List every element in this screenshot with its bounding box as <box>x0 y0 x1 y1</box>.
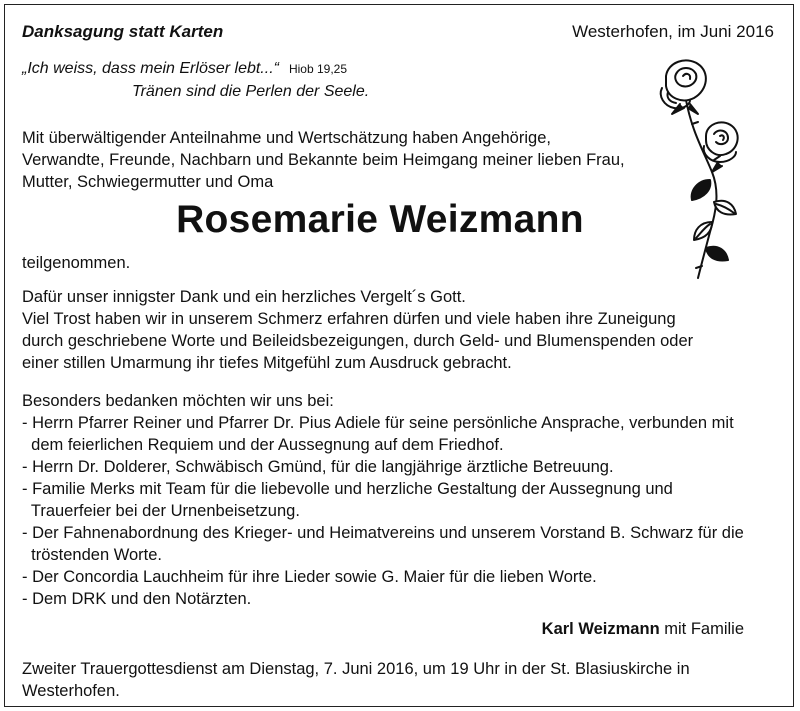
service-line: Zweiter Trauergottesdienst am Dienstag, 7. Juni 2016, um 19 Uhr in der St. Blasiuskirche in <box>22 660 690 678</box>
intro-line: Verwandte, Freunde, Nachbarn und Bekannte beim Heimgang meiner lieben Frau, <box>22 151 625 169</box>
quote-reference: Hiob 19,25 <box>288 62 348 76</box>
special-thanks-line: - Der Concordia Lauchheim für ihre Lieder sowie G. Maier für die lieben Worte. <box>22 568 597 586</box>
bible-quote <box>22 60 347 78</box>
special-thanks-line: - Herrn Pfarrer Reiner und Pfarrer Dr. Pius Adiele für seine persönliche Ansprache, verbunden mit <box>22 414 734 432</box>
thanks-line: Dafür unser innigster Dank und ein herzliches Vergelt´s Gott. <box>22 288 466 306</box>
signature-suffix: mit Familie <box>659 620 744 638</box>
signature-name: Karl Weizmann <box>541 620 660 638</box>
tears-quote: Tränen sind die Perlen der Seele. <box>132 83 370 100</box>
signature <box>542 620 744 639</box>
deceased-name: Rosemarie Weizmann <box>176 198 584 241</box>
place-date: Westerhofen, im Juni 2016 <box>572 22 774 41</box>
special-thanks-line: dem feierlichen Requiem und der Aussegnung auf dem Friedhof. <box>22 436 504 454</box>
thanks-line: durch geschriebene Worte und Beileidsbezeigungen, durch Geld- und Blumenspenden oder <box>22 332 694 350</box>
service-line: Westerhofen. <box>22 682 120 700</box>
intro-line: Mutter, Schwiegermutter und Oma <box>22 173 274 191</box>
thanks-line: Viel Trost haben wir in unserem Schmerz erfahren dürfen und viele haben ihre Zuneigung <box>22 310 676 328</box>
after-name-text: teilgenommen. <box>22 254 131 272</box>
special-thanks-line: Trauerfeier bei der Urnenbeisetzung. <box>22 502 300 520</box>
special-thanks-line: - Familie Merks mit Team für die liebevolle und herzliche Gestaltung der Aussegnung und <box>22 480 673 498</box>
intro-line: Mit überwältigender Anteilnahme und Wertschätzung haben Angehörige, <box>22 129 551 147</box>
rose-icon <box>628 52 758 280</box>
special-thanks-line: - Dem DRK und den Notärzten. <box>22 590 252 608</box>
special-thanks-line: - Herrn Dr. Dolderer, Schwäbisch Gmünd, für die langjährige ärztliche Betreuung. <box>22 458 614 476</box>
quote-text: „Ich weiss, dass mein Erlöser lebt...“ <box>22 60 279 77</box>
special-thanks-line: - Der Fahnenabordnung des Krieger- und Heimatvereins und unserem Vorstand B. Schwarz für die <box>22 524 744 542</box>
notice-heading: Danksagung statt Karten <box>22 22 224 41</box>
thanks-line: einer stillen Umarmung ihr tiefes Mitgefühl zum Ausdruck gebracht. <box>22 354 512 372</box>
special-thanks-line: Besonders bedanken möchten wir uns bei: <box>22 392 334 410</box>
special-thanks-line: tröstenden Worte. <box>22 546 163 564</box>
